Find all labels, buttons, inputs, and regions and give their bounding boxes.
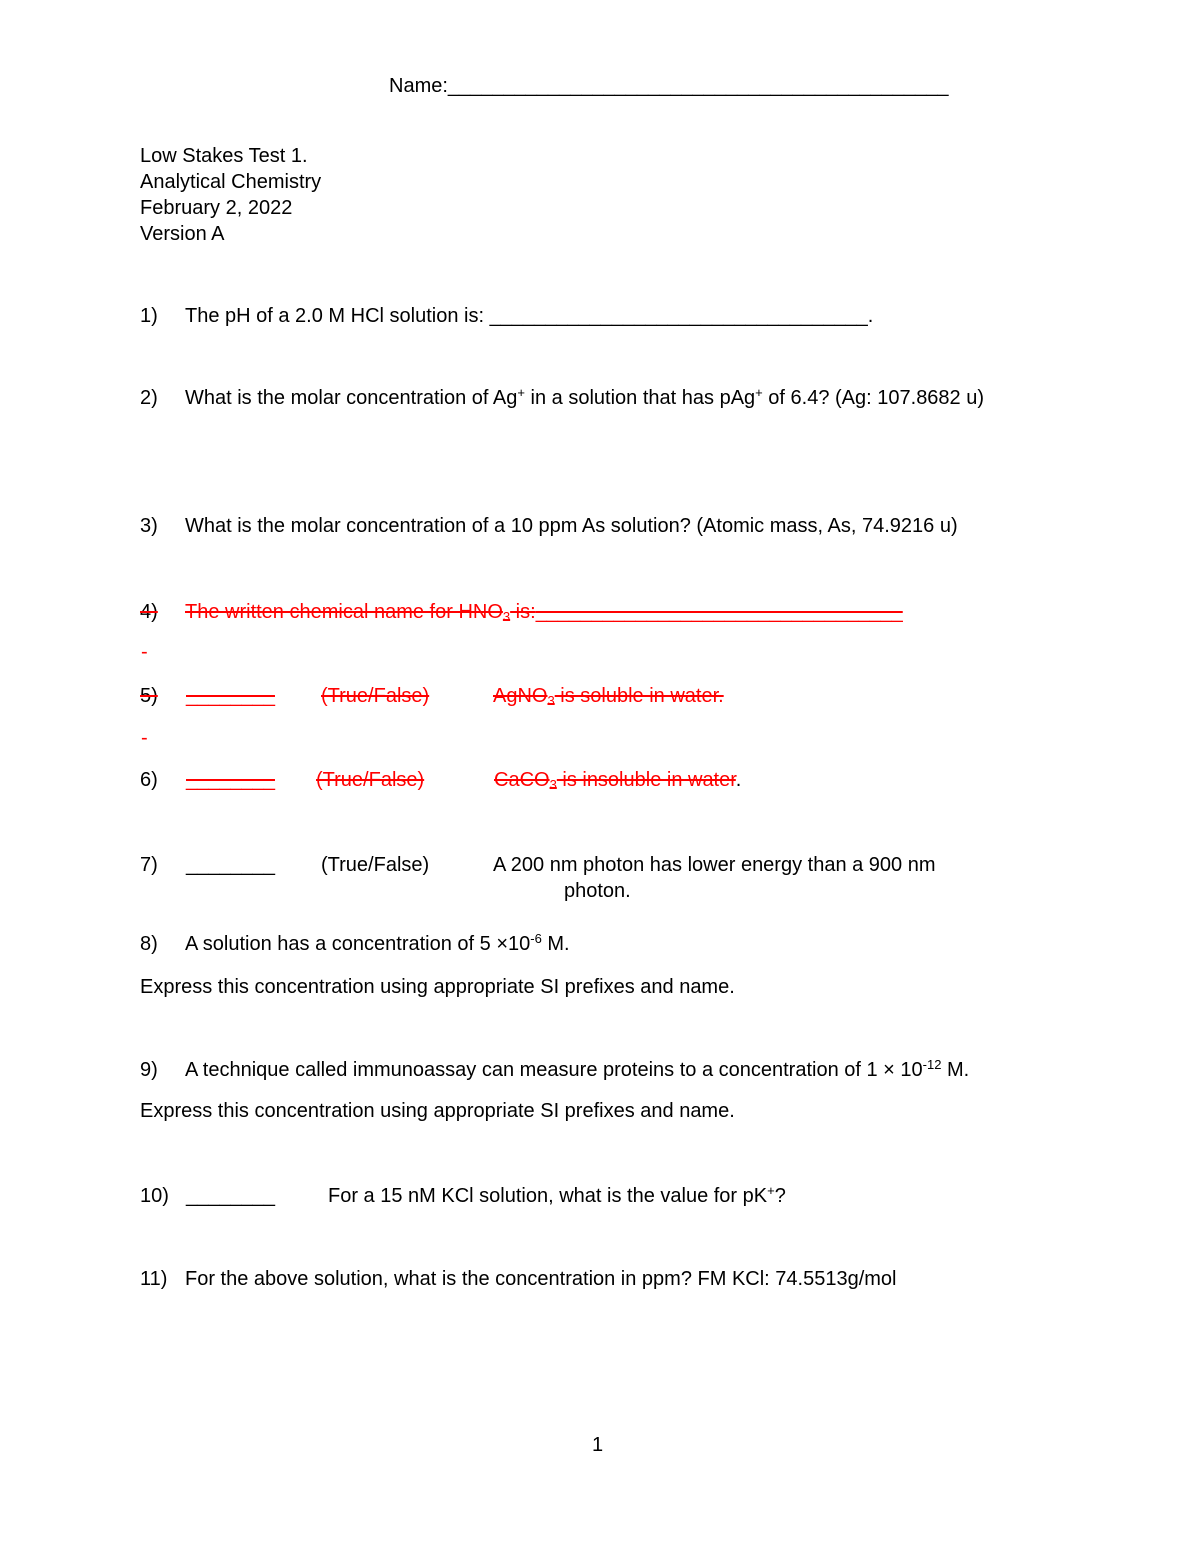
test-title: Low Stakes Test 1. [140, 145, 308, 167]
q4-answer-blank[interactable]: _________________________________ [535, 601, 903, 623]
q7-answer-blank[interactable]: ________ [186, 854, 275, 876]
q8-number: 8) [140, 933, 158, 955]
q1-number: 1) [140, 305, 158, 327]
q1-answer-blank[interactable]: __________________________________ [489, 305, 868, 327]
q9-exponent: -12 [922, 1057, 942, 1072]
q2-text-c: of 6.4? (Ag: 107.8682 u) [762, 387, 985, 409]
q9-followup: Express this concentration using appropriate SI prefixes and name. [140, 1100, 735, 1122]
q8-text-b: M. [541, 933, 570, 955]
q7-statement-line2: photon. [564, 880, 631, 902]
q8-text [185, 932, 570, 956]
q3-text: What is the molar concentration of a 10 ppm As solution? (Atomic mass, As, 74.9216 u) [185, 515, 958, 537]
q2-text-a: What is the molar concentration of Ag [185, 387, 518, 409]
q10-sup: + [767, 1183, 775, 1198]
q10-text-b: ? [774, 1185, 786, 1207]
q5-sub: 3 [547, 693, 555, 708]
q10-number: 10) [140, 1185, 169, 1207]
q1-text [185, 304, 873, 328]
q1-prompt: The pH of a 2.0 M HCl solution is: [185, 305, 490, 327]
page-number: 1 [592, 1434, 604, 1456]
q2-sup-b: + [755, 385, 763, 400]
name-label: Name: [389, 75, 448, 97]
q4-text [185, 600, 903, 624]
q6-number: 6) [140, 769, 158, 791]
q9-text-a: A technique called immunoassay can measure proteins to a concentration of 1 × 10 [185, 1059, 923, 1081]
q3-number: 3) [140, 515, 158, 537]
q6-statement [494, 768, 741, 792]
q2-text [185, 386, 984, 410]
q2-number: 2) [140, 387, 158, 409]
q9-text [185, 1058, 969, 1082]
q2-sup-a: + [517, 385, 525, 400]
q4-stray-mark: - [141, 641, 148, 663]
test-date: February 2, 2022 [140, 197, 293, 219]
q6-answer-blank[interactable]: ________ [186, 769, 275, 791]
q4-sub: 3 [502, 609, 511, 624]
q5-stray-mark: - [141, 727, 148, 749]
test-version: Version A [140, 223, 225, 245]
q5-text-a: AgNO [493, 685, 548, 707]
q10-text [328, 1184, 786, 1208]
q11-number: 11) [140, 1268, 168, 1290]
q1-period: . [867, 305, 874, 327]
q10-text-a: For a 15 nM KCl solution, what is the value for pK [328, 1185, 768, 1207]
name-blank[interactable]: _____________________________________________ [447, 75, 949, 97]
course-name: Analytical Chemistry [140, 171, 322, 193]
q5-answer-blank[interactable]: ________ [186, 685, 275, 707]
q6-true-false: (True/False) [316, 769, 425, 791]
q4-number: 4) [140, 601, 158, 623]
q7-number: 7) [140, 854, 158, 876]
q6-sub: 3 [549, 777, 557, 792]
name-field[interactable] [389, 74, 948, 98]
q9-text-b: M. [941, 1059, 970, 1081]
q7-statement-line1: A 200 nm photon has lower energy than a 900 nm [493, 854, 936, 876]
q6-text-a: CaCO [494, 769, 550, 791]
q11-text: For the above solution, what is the concentration in ppm? FM KCl: 74.5513g/mol [185, 1268, 897, 1290]
q5-text-b: is soluble in water. [554, 685, 724, 707]
q8-exponent: -6 [530, 931, 542, 946]
q5-statement [493, 684, 724, 708]
q7-true-false: (True/False) [321, 854, 430, 876]
q9-number: 9) [140, 1059, 158, 1081]
q8-text-a: A solution has a concentration of 5 ×10 [185, 933, 531, 955]
q4-text-a: The written chemical name for HNO [185, 601, 503, 623]
q5-true-false: (True/False) [321, 685, 430, 707]
q6-text-b: is insoluble in water [556, 769, 736, 791]
q6-period: . [735, 769, 742, 791]
q10-answer-blank[interactable]: ________ [186, 1185, 275, 1207]
q5-number: 5) [140, 685, 158, 707]
q8-followup: Express this concentration using appropriate SI prefixes and name. [140, 976, 735, 998]
q2-text-b: in a solution that has pAg [525, 387, 756, 409]
q4-text-b: is: [510, 601, 536, 623]
